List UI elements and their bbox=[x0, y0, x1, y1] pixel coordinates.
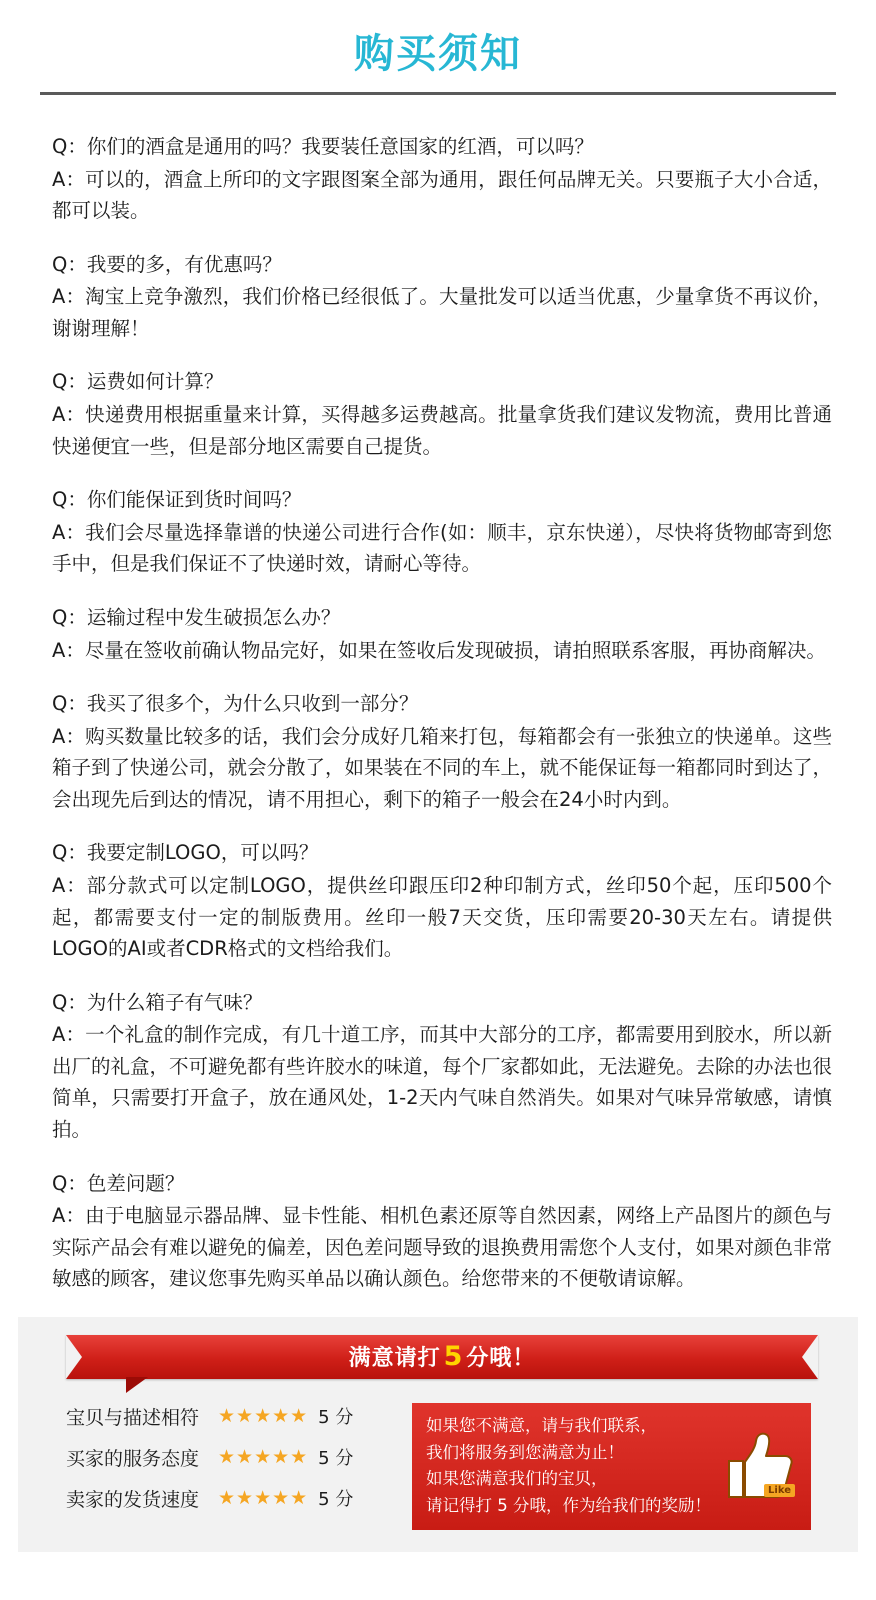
ribbon-tail-shape bbox=[126, 1377, 148, 1393]
rating-banner-score: 5 bbox=[443, 1341, 464, 1373]
faq-question-text: 你们能保证到货时间吗？ bbox=[86, 488, 302, 512]
faq-answer bbox=[52, 1019, 832, 1145]
promo-card bbox=[412, 1403, 811, 1530]
faq-answer-label: A： bbox=[52, 1023, 86, 1047]
star-rating-icon: ★★★★★ bbox=[218, 1446, 309, 1469]
star-rating-icon: ★★★★★ bbox=[218, 1487, 309, 1510]
faq-answer-text: 可以的，酒盒上所印的文字跟图案全部为通用，跟任何品牌无关。只要瓶子大小合适，都可以装。 bbox=[52, 167, 832, 223]
rating-banner-suffix: 分哦！ bbox=[466, 1346, 536, 1372]
faq-answer-label: A： bbox=[52, 724, 86, 748]
rating-row-score: 5 分 bbox=[318, 1489, 354, 1511]
faq-answer-text: 一个礼盒的制作完成，有几十道工序，而其中大部分的工序，都需要用到胶水，所以新出厂的礼盒，不可避免都有些许胶水的味道，每个厂家都如此，无法避免。去除的办法也很简单，只需要打开盒子，放在通风处，1-2天内气味自然消失。如果对气味异常敏感，请慎拍。 bbox=[52, 1023, 833, 1142]
faq-answer bbox=[52, 164, 832, 227]
faq-answer-text: 快递费用根据重量来计算，买得越多运费越高。批量拿货我们建议发物流，费用比普通快递便宜一些，但是部分地区需要自己提货。 bbox=[52, 403, 832, 458]
rating-body bbox=[18, 1403, 858, 1530]
faq-question bbox=[52, 987, 832, 1019]
faq-item bbox=[52, 366, 832, 462]
faq-question-label: Q： bbox=[52, 135, 87, 158]
rating-row bbox=[66, 1444, 396, 1471]
rating-row bbox=[66, 1485, 396, 1512]
rating-row bbox=[66, 1403, 396, 1430]
faq-question bbox=[52, 688, 832, 720]
faq-answer-label: A： bbox=[52, 285, 86, 309]
faq-answer-text: 购买数量比较多的话，我们会分成好几箱来打包，每箱都会有一张独立的快递单。这些箱子到了快递公司，就会分散了，如果装在不同的车上，就不能保证每一箱都同时到达了，会出现先后到达的情况，请不用担心，剩下的箱子一般会在24小时内到。 bbox=[52, 724, 833, 811]
rating-row-score: 5 分 bbox=[318, 1448, 354, 1470]
faq-answer-text: 由于电脑显示器品牌、显卡性能、相机色素还原等自然因素，网络上产品图片的颜色与实际产品会有难以避免的偏差，因色差问题导致的退换费用需您个人支付，如果对颜色非常敏感的顾客，建议您事先购买单品以确认颜色。给您带来的不便敬请谅解。 bbox=[52, 1204, 833, 1291]
faq-answer-text: 我们会尽量选择靠谱的快递公司进行合作(如：顺丰，京东快递），尽快将货物邮寄到您手中，但是我们保证不了快递时效，请耐心等待。 bbox=[52, 520, 833, 576]
faq-question bbox=[52, 249, 832, 281]
faq-answer bbox=[52, 1200, 832, 1295]
faq-item bbox=[52, 602, 832, 666]
star-rating-icon: ★★★★★ bbox=[218, 1405, 309, 1428]
faq-question-label: Q： bbox=[52, 692, 87, 716]
faq-item bbox=[52, 1168, 832, 1295]
faq-question-label: Q： bbox=[52, 252, 87, 276]
faq-question bbox=[52, 366, 832, 398]
promo-line: 如果您满意我们的宝贝， bbox=[426, 1469, 608, 1489]
faq-question-label: Q： bbox=[52, 1171, 87, 1195]
faq-answer bbox=[52, 281, 832, 344]
faq-question bbox=[52, 837, 832, 869]
rating-row-score: 5 分 bbox=[318, 1407, 354, 1429]
thumbs-up-icon bbox=[711, 1429, 797, 1503]
rating-row-label: 卖家的发货速度 bbox=[66, 1488, 200, 1511]
faq-question-label: Q： bbox=[52, 841, 87, 865]
rating-banner bbox=[66, 1335, 818, 1383]
faq-answer-label: A： bbox=[52, 520, 86, 544]
rating-rows bbox=[66, 1403, 396, 1530]
rating-banner-ribbon bbox=[66, 1335, 818, 1379]
faq-question-label: Q： bbox=[52, 488, 87, 512]
rating-row-label: 买家的服务态度 bbox=[66, 1447, 200, 1470]
faq-item bbox=[52, 249, 832, 345]
promo-text bbox=[426, 1413, 711, 1520]
faq-question bbox=[52, 602, 832, 634]
page-title: 购买须知 bbox=[354, 31, 522, 77]
faq-question bbox=[52, 131, 832, 163]
faq-answer bbox=[52, 635, 832, 667]
faq-question-text: 我要的多，有优惠吗？ bbox=[86, 252, 282, 276]
rating-banner-prefix: 满意请打 bbox=[348, 1346, 441, 1372]
faq-item bbox=[52, 837, 832, 964]
page-header bbox=[0, 0, 876, 107]
faq-item bbox=[52, 688, 832, 815]
faq-question-label: Q： bbox=[52, 370, 87, 394]
faq-answer-label: A： bbox=[52, 167, 86, 191]
faq-question-text: 色差问题？ bbox=[86, 1171, 185, 1195]
rating-banner-text bbox=[349, 1341, 536, 1372]
faq-question-label: Q： bbox=[52, 605, 87, 629]
faq-answer bbox=[52, 517, 832, 580]
faq-question-text: 为什么箱子有气味？ bbox=[86, 990, 263, 1014]
faq-answer-label: A： bbox=[52, 873, 87, 897]
faq-question-text: 我买了很多个，为什么只收到一部分？ bbox=[86, 692, 419, 716]
rating-row-label: 宝贝与描述相符 bbox=[66, 1406, 200, 1429]
faq-question-text: 运输过程中发生破损怎么办？ bbox=[86, 605, 341, 629]
faq-answer bbox=[52, 721, 832, 816]
faq-answer-label: A： bbox=[52, 1204, 86, 1228]
faq-answer-label: A： bbox=[52, 638, 85, 662]
faq-answer-text: 部分款式可以定制LOGO，提供丝印跟压印2种印制方式，丝印50个起，压印500个起，都需要支付一定的制版费用。丝印一般7天交货，压印需要20-30天左右。请提供LOGO的AI或者CDR格式的文档给我们。 bbox=[52, 873, 832, 961]
faq-question-text: 运费如何计算？ bbox=[86, 370, 224, 394]
faq-answer-label: A： bbox=[52, 403, 86, 427]
faq-answer-text: 尽量在签收前确认物品完好，如果在签收后发现破损，请拍照联系客服，再协商解决。 bbox=[84, 638, 826, 662]
promo-line: 请记得打 5 分哦，作为给我们的奖励！ bbox=[426, 1496, 711, 1516]
faq-answer-text: 淘宝上竞争激烈，我们价格已经很低了。大量批发可以适当优惠，少量拿货不再议价，谢谢理解！ bbox=[52, 285, 832, 340]
promo-line: 如果您不满意，请与我们联系， bbox=[426, 1415, 657, 1435]
faq-answer bbox=[52, 399, 832, 462]
faq-answer bbox=[52, 870, 832, 965]
faq-question-label: Q： bbox=[52, 990, 87, 1014]
faq-question-text: 我要定制LOGO，可以吗？ bbox=[86, 841, 319, 865]
faq-item bbox=[52, 131, 832, 227]
rating-section bbox=[18, 1317, 858, 1552]
faq-list bbox=[0, 107, 876, 1295]
header-divider bbox=[40, 92, 836, 95]
faq-question bbox=[52, 484, 832, 516]
faq-item bbox=[52, 987, 832, 1146]
faq-item bbox=[52, 484, 832, 580]
faq-question bbox=[52, 1168, 832, 1200]
faq-question-text: 你们的酒盒是通用的吗？我要装任意国家的红酒，可以吗？ bbox=[86, 135, 594, 158]
promo-line: 我们将服务到您满意为止！ bbox=[426, 1442, 624, 1462]
like-badge: Like bbox=[764, 1484, 795, 1497]
